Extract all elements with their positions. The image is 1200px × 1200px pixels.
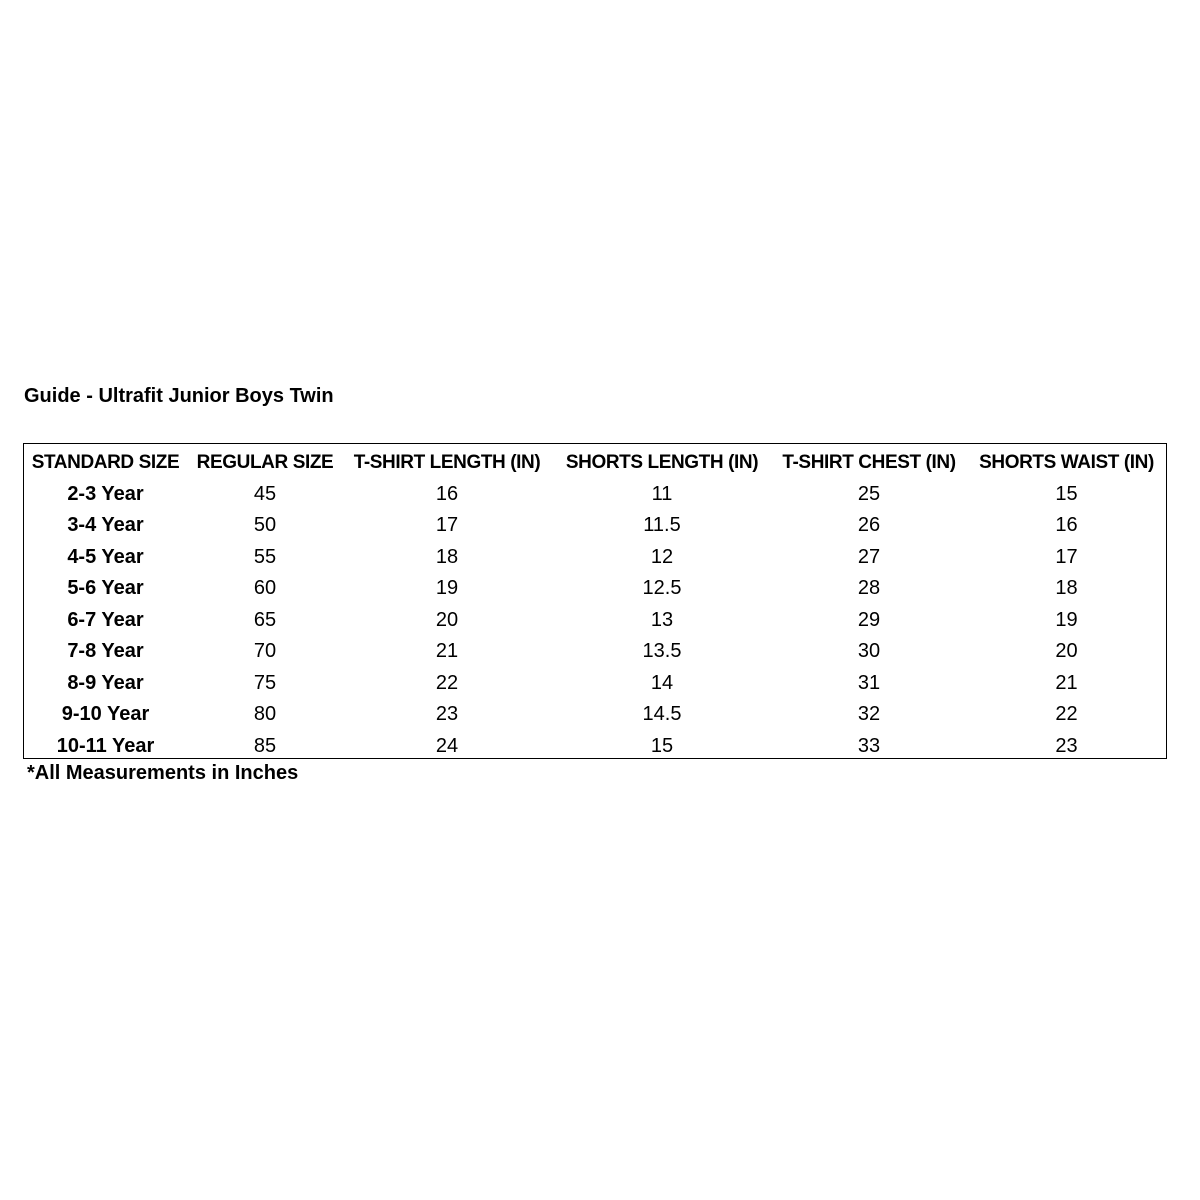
table-cell: 65 bbox=[253, 608, 277, 631]
standard-size-cell: 7-8 Year bbox=[67, 640, 144, 662]
table-cell: 23 bbox=[435, 703, 459, 725]
table-row bbox=[24, 699, 1168, 731]
table-row bbox=[24, 542, 1168, 574]
table-cell: 50 bbox=[253, 514, 277, 536]
table-cell: 12.5 bbox=[642, 577, 682, 599]
standard-size-cell: 10-11 Year bbox=[56, 734, 155, 757]
table-cell: 15 bbox=[650, 734, 674, 757]
column-header-tshirt-chest: T-SHIRT CHEST (IN) bbox=[782, 452, 956, 473]
table-cell: 16 bbox=[1055, 514, 1078, 536]
column-header-shorts-waist: SHORTS WAIST (IN) bbox=[979, 452, 1154, 473]
table-cell: 33 bbox=[857, 734, 881, 757]
table-cell: 11.5 bbox=[643, 514, 681, 536]
table-cell: 31 bbox=[857, 671, 881, 694]
table-cell: 14 bbox=[650, 671, 674, 694]
table-cell: 75 bbox=[253, 671, 277, 694]
table-header-row bbox=[24, 447, 1168, 479]
table-cell: 60 bbox=[253, 577, 277, 599]
table-cell: 18 bbox=[435, 545, 459, 568]
table-cell: 29 bbox=[857, 608, 881, 631]
table-cell: 23 bbox=[1055, 734, 1078, 757]
table-cell: 16 bbox=[435, 482, 459, 505]
table-cell: 24 bbox=[435, 734, 459, 757]
table-cell: 28 bbox=[857, 577, 881, 599]
table-cell: 45 bbox=[253, 482, 277, 505]
table-row bbox=[24, 668, 1168, 700]
table-cell: 32 bbox=[857, 703, 881, 725]
table-cell: 18 bbox=[1055, 577, 1078, 599]
size-chart-table bbox=[24, 447, 1168, 762]
column-header-tshirt-length: T-SHIRT LENGTH (IN) bbox=[353, 452, 541, 473]
table-cell: 26 bbox=[857, 514, 881, 536]
table-row bbox=[24, 479, 1168, 511]
table-cell: 15 bbox=[1055, 482, 1078, 505]
table-cell: 20 bbox=[1055, 640, 1078, 662]
standard-size-cell: 9-10 Year bbox=[61, 703, 150, 725]
table-cell: 21 bbox=[435, 640, 459, 662]
table-cell: 30 bbox=[857, 640, 881, 662]
table-cell: 80 bbox=[253, 703, 277, 725]
standard-size-cell: 4-5 Year bbox=[67, 545, 144, 568]
standard-size-cell: 2-3 Year bbox=[67, 482, 144, 505]
table-row bbox=[24, 510, 1168, 542]
table-cell: 70 bbox=[253, 640, 277, 662]
standard-size-cell: 8-9 Year bbox=[67, 671, 144, 694]
table-cell: 21 bbox=[1055, 671, 1078, 694]
table-cell: 19 bbox=[1055, 608, 1078, 631]
table-cell: 17 bbox=[435, 514, 459, 536]
table-cell: 13 bbox=[650, 608, 674, 631]
table-cell: 12 bbox=[650, 545, 674, 568]
standard-size-cell: 3-4 Year bbox=[67, 514, 144, 536]
table-body bbox=[24, 479, 1168, 763]
table-cell: 22 bbox=[1055, 703, 1078, 725]
column-header-shorts-length: SHORTS LENGTH (IN) bbox=[565, 452, 759, 473]
column-header-standard-size: STANDARD SIZE bbox=[31, 452, 180, 473]
size-chart-table-container bbox=[23, 443, 1167, 759]
column-header-regular-size: REGULAR SIZE bbox=[196, 452, 334, 473]
table-cell: 13.5 bbox=[642, 640, 682, 662]
table-row bbox=[24, 731, 1168, 763]
page-title: Guide - Ultrafit Junior Boys Twin bbox=[24, 385, 334, 407]
table-cell: 11 bbox=[651, 482, 673, 505]
table-cell: 17 bbox=[1055, 545, 1078, 568]
table-cell: 22 bbox=[435, 671, 459, 694]
standard-size-cell: 5-6 Year bbox=[67, 577, 144, 599]
table-row bbox=[24, 573, 1168, 605]
table-cell: 20 bbox=[435, 608, 459, 631]
standard-size-cell: 6-7 Year bbox=[67, 608, 144, 631]
table-row bbox=[24, 636, 1168, 668]
table-cell: 25 bbox=[857, 482, 881, 505]
table-row bbox=[24, 605, 1168, 637]
table-cell: 27 bbox=[857, 545, 881, 568]
table-cell: 85 bbox=[253, 734, 277, 757]
table-cell: 19 bbox=[435, 577, 459, 599]
table-cell: 14.5 bbox=[642, 703, 682, 725]
table-cell: 55 bbox=[253, 545, 277, 568]
footnote: *All Measurements in Inches bbox=[27, 762, 299, 784]
